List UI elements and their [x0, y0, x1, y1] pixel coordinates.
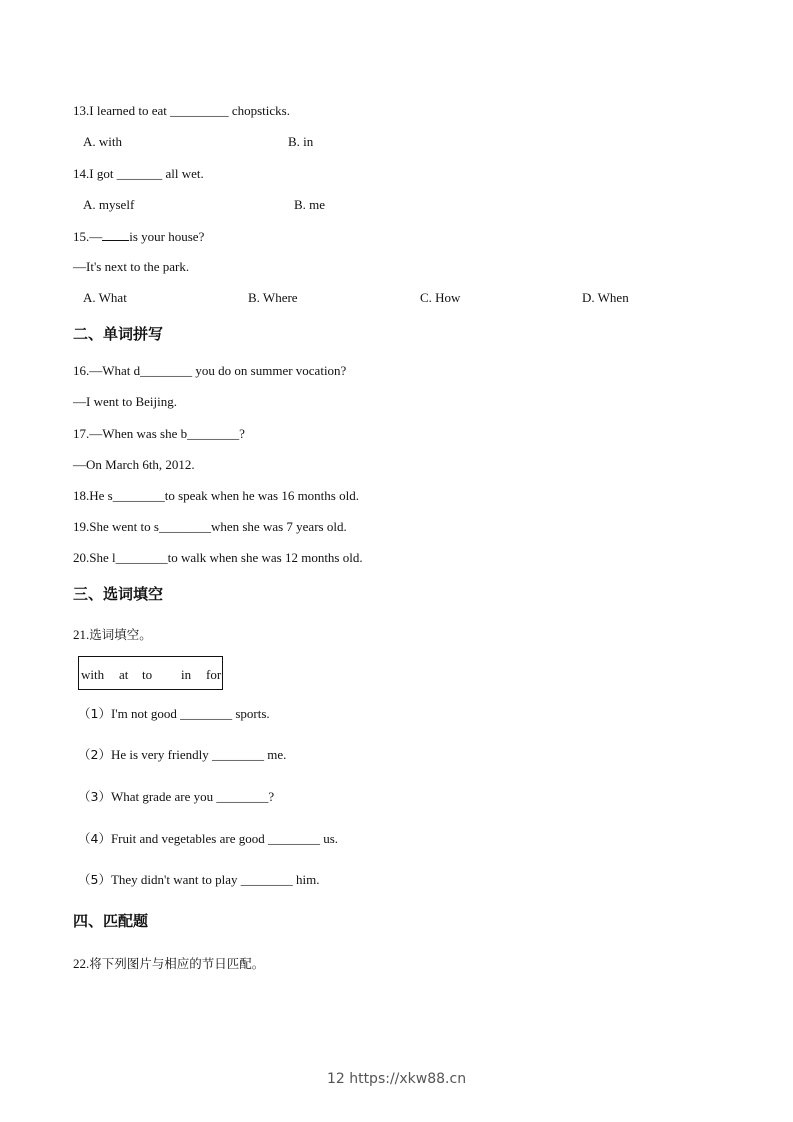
question-17 [73, 426, 245, 442]
q21-number: 21. [73, 627, 90, 642]
question-16 [73, 363, 346, 379]
item-text: Fruit and vegetables are good [110, 831, 268, 846]
q15-option-b: B. Where [248, 290, 298, 305]
item-blank: ________ [268, 831, 320, 846]
q21-item-5 [78, 872, 319, 888]
q21-instruction: 选词填空。 [89, 627, 152, 642]
q13-option-a: A. with [83, 134, 122, 149]
q15-option-d: D. When [582, 290, 629, 305]
q22-number: 22. [73, 956, 90, 971]
q17-answer: —On March 6th, 2012. [73, 457, 195, 472]
question-19 [73, 519, 347, 535]
item-number: （5） [78, 872, 111, 887]
q21-item-3 [78, 789, 274, 805]
question-15 [73, 228, 204, 245]
q15-text: 15.— [73, 229, 103, 244]
q15-suffix: is your house? [129, 229, 205, 244]
section-3-heading: 三、选词填空 [73, 585, 164, 603]
word-bank-item: at [119, 667, 129, 682]
item-suffix: him. [292, 872, 320, 887]
q19-blank: ________ [158, 519, 211, 534]
q14-option-a: A. myself [83, 197, 135, 212]
q15-option-c: C. How [420, 290, 461, 305]
q18-suffix: to speak when he was 16 months old. [164, 488, 359, 503]
question-13 [73, 103, 290, 119]
item-number: （4） [78, 831, 111, 846]
page-footer: 12 https://xkw88.cn [326, 1071, 467, 1087]
q21-item-1 [78, 706, 270, 722]
item-suffix: us. [320, 831, 339, 846]
item-text: I'm not good [110, 706, 181, 721]
item-number: （1） [78, 706, 111, 721]
q15-answer: —It's next to the park. [73, 259, 190, 274]
q17-text: 17.—When was she b [73, 426, 188, 441]
word-bank-item: in [181, 667, 192, 682]
q14-suffix: all wet. [162, 166, 204, 181]
section-2-heading: 二、单词拼写 [73, 325, 164, 343]
q20-blank: ________ [115, 550, 168, 565]
question-20 [73, 550, 363, 566]
q13-option-b: B. in [288, 134, 314, 149]
q16-answer: —I went to Beijing. [73, 394, 177, 409]
item-suffix: ? [268, 789, 275, 804]
item-suffix: sports. [232, 706, 270, 721]
q18-text: 18.He s [73, 488, 113, 503]
q14-option-b: B. me [294, 197, 326, 212]
q21-item-2 [78, 747, 286, 763]
item-blank: ________ [240, 872, 293, 887]
item-number: （2） [78, 747, 111, 762]
q13-suffix: chopsticks. [228, 103, 290, 118]
q19-text: 19.She went to s [73, 519, 159, 534]
item-blank: ________ [216, 789, 269, 804]
word-bank-item: for [206, 667, 222, 682]
q20-text: 20.She l [73, 550, 116, 565]
item-suffix: me. [264, 747, 287, 762]
item-text: What grade are you [110, 789, 217, 804]
q14-text: 14.I got [73, 166, 117, 181]
q13-blank: _________ [170, 103, 229, 118]
q18-blank: ________ [112, 488, 165, 503]
question-22-prompt [73, 956, 264, 972]
item-text: They didn't want to play [110, 872, 241, 887]
word-bank-item: to [142, 667, 153, 682]
word-bank-box [78, 656, 223, 690]
q19-suffix: when she was 7 years old. [210, 519, 347, 534]
q15-option-a: A. What [83, 290, 127, 305]
question-18 [73, 488, 359, 504]
q17-blank: ________ [187, 426, 240, 441]
q16-blank: ________ [140, 363, 193, 378]
q14-blank: _______ [116, 166, 163, 181]
q17-suffix: ? [239, 426, 245, 441]
item-text: He is very friendly [110, 747, 213, 762]
q22-instruction: 将下列图片与相应的节日匹配。 [89, 956, 265, 971]
q16-suffix: you do on summer vocation? [192, 363, 347, 378]
item-blank: ________ [212, 747, 265, 762]
question-14 [73, 166, 204, 182]
q16-text: 16.—What d [73, 363, 141, 378]
section-4-heading: 四、匹配题 [73, 912, 149, 930]
q15-blank [102, 228, 129, 241]
q13-text: 13.I learned to eat [73, 103, 171, 118]
word-bank-item: with [81, 667, 105, 682]
item-number: （3） [78, 789, 111, 804]
q21-item-4 [78, 831, 338, 847]
question-21-prompt [73, 627, 152, 643]
item-blank: ________ [180, 706, 233, 721]
q20-suffix: to walk when she was 12 months old. [167, 550, 363, 565]
